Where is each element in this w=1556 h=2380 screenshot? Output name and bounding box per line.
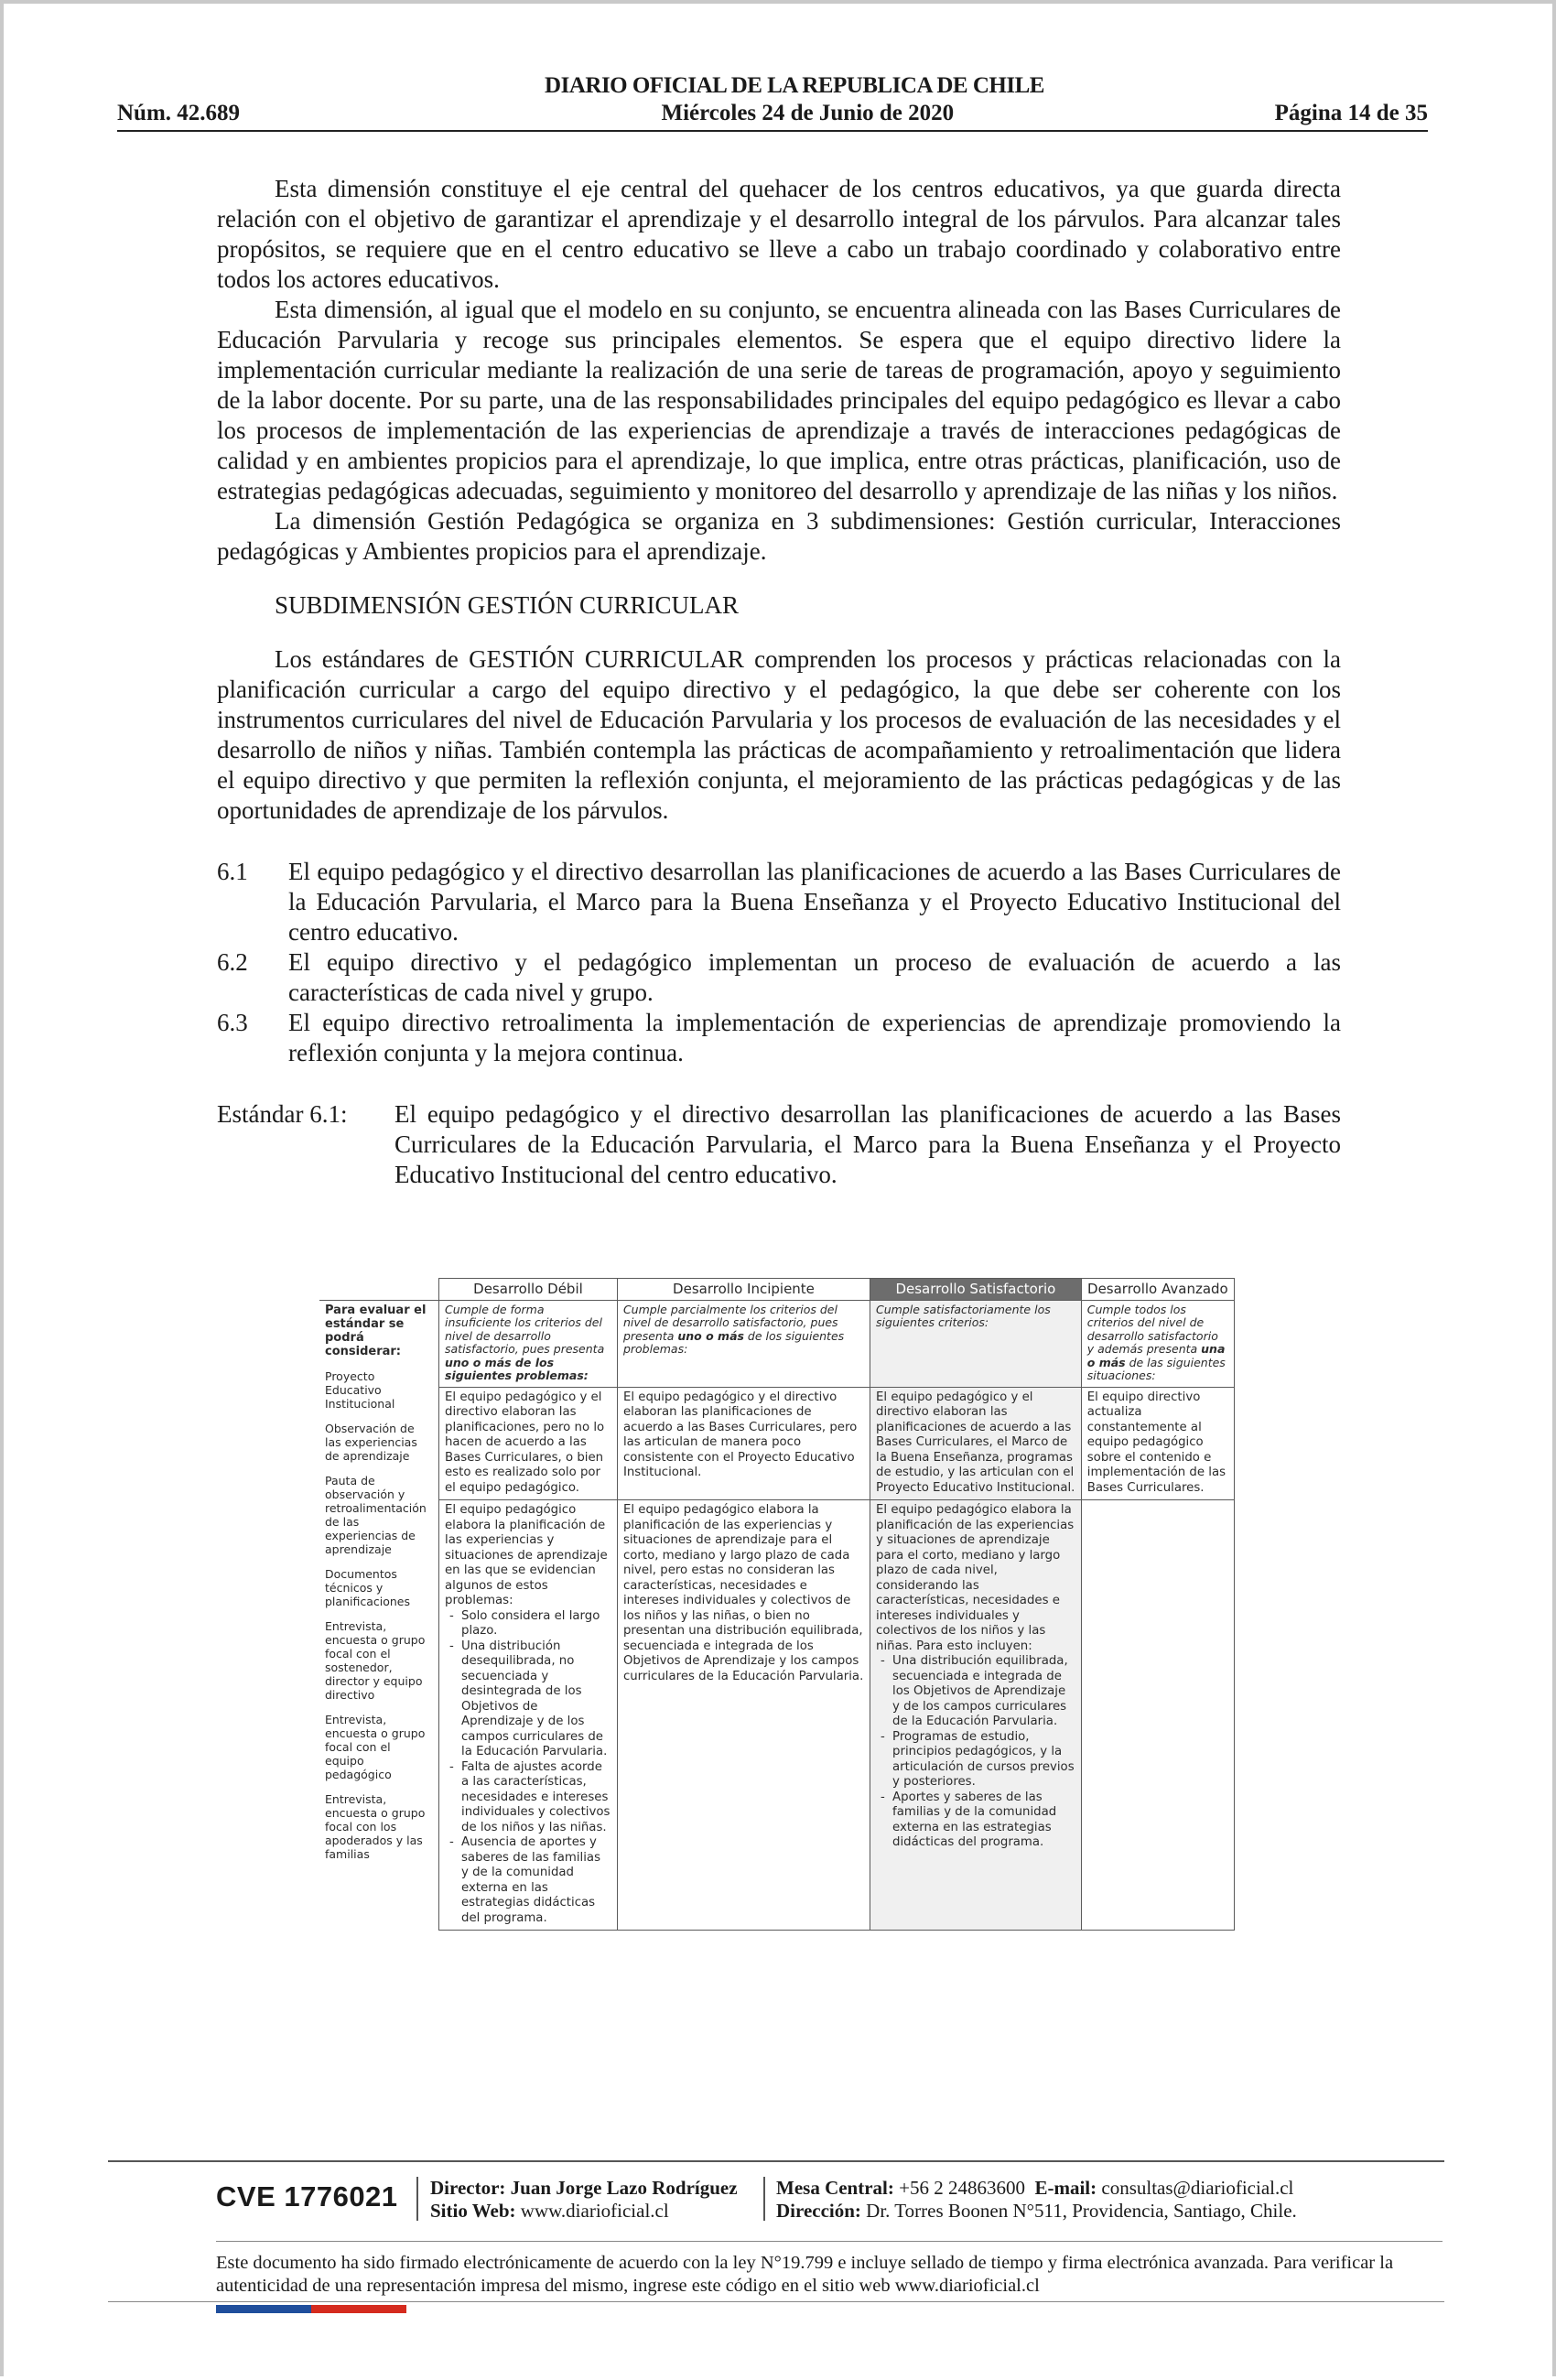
list-number: 6.3: [217, 1009, 248, 1036]
list-item: - Falta de ajustes acorde a las características, necesidades e intereses individuales y colectivos de los niños y las niñas.: [461, 1760, 611, 1836]
list-item: - Aportes y saberes de las familias y de la comunidad externa en las estrategias didácticas del programa.: [892, 1790, 1075, 1851]
criteria-cell: Cumple satisfactoriamente los siguientes criterios:: [870, 1300, 1082, 1387]
criteria-emphasis: una o más: [1086, 1342, 1226, 1369]
table-cell: El equipo pedagógico y el directivo elaboran las planificaciones, pero no lo hacen de acuerdo a las Bases Curriculares, o bien esto es realizado solo por el equipo pedagógico.: [439, 1387, 618, 1500]
newspaper-name: DIARIO OFICIAL DE LA REPUBLICA DE CHILE: [545, 73, 1044, 98]
table-cell: El equipo pedagógico y el directivo elaboran las planificaciones de acuerdo a las Bases Curriculares, el Marco de la Buena Enseñanza, programas de estudio, y las articulan con el Proyecto Educativo Institucional.: [870, 1387, 1082, 1500]
phone-label: Mesa Central:: [776, 2177, 894, 2199]
table-cell: El equipo directivo actualiza constantemente al equipo pedagógico sobre el contenido e implementación de las Bases Curriculares.: [1081, 1387, 1234, 1500]
list-item: - Una distribución desequilibrada, no secuenciada y desintegrada de los Objetivos de Aprendizaje y de los campos curriculares de la Educación Parvularia.: [461, 1639, 611, 1760]
criteria-text: de las siguientes situaciones:: [1086, 1355, 1226, 1382]
column-header: Desarrollo Avanzado: [1081, 1279, 1234, 1301]
footer-rule: [216, 2241, 1443, 2242]
email-label: E-mail:: [1034, 2177, 1097, 2199]
list-item: [217, 1008, 1341, 1068]
table-row: [319, 1500, 1235, 1931]
criteria-cell: [617, 1300, 870, 1387]
evidence-heading: Para evaluar el estándar se podrá considerar:: [325, 1303, 427, 1358]
header-rule: [117, 130, 1428, 132]
footer-divider: [416, 2177, 418, 2221]
standard-text: El equipo pedagógico y el directivo desarrollan las planificaciones de acuerdo a las Bases Curriculares de la Educación Parvularia, el Marco para la Buena Enseñanza y el Proyecto Educativo Institucional del centro educativo.: [394, 1100, 1341, 1188]
paragraph: Esta dimensión constituye el eje central del quehacer de los centros educativos, ya que guarda directa relación con el objetivo de garantizar el aprendizaje y el desarrollo integral de los párvulos. Para alcanzar tales propósitos, se requiere que en el centro educativo se lleve a cabo un trabajo coordinado y colaborativo entre todos los actores educativos.: [217, 175, 1341, 293]
criteria-text: Cumple todos los criterios del nivel de desarrollo satisfactorio y además presenta: [1086, 1302, 1218, 1356]
list-item: - Una distribución equilibrada, secuenciada e integrada de los Objetivos de Aprendizaje y de los campos curriculares de la Educación Parvularia.: [892, 1654, 1075, 1730]
website-link[interactable]: www.diarioficial.cl: [520, 2200, 669, 2222]
issue-date: Miércoles 24 de Junio de 2020: [661, 101, 955, 125]
criteria-cell: [439, 1300, 618, 1387]
criteria-text: de los siguientes problemas:: [622, 1328, 845, 1356]
director-name: Director: Juan Jorge Lazo Rodríguez: [430, 2177, 738, 2199]
criteria-emphasis: uno o más de los siguientes problemas:: [445, 1355, 589, 1382]
evidence-item: Entrevista, encuesta o grupo focal con el sostenedor, director y equipo directivo: [325, 1618, 426, 1702]
criteria-emphasis: uno o más: [677, 1328, 744, 1343]
standard-definition: [217, 1099, 1341, 1190]
table-cell: [439, 1500, 618, 1931]
cell-intro: El equipo pedagógico elabora la planificación de las experiencias y situaciones de aprendizaje en las que se evidencian algunos de estos problemas:: [445, 1503, 608, 1607]
flag-stripe: [216, 2305, 406, 2313]
list-item: - Solo considera el largo plazo.: [461, 1609, 611, 1639]
subdimension-heading: SUBDIMENSIÓN GESTIÓN CURRICULAR: [275, 591, 740, 619]
cve-code: CVE 1776021: [216, 2180, 398, 2212]
page-number: Página 14 de 35: [1274, 101, 1428, 125]
table-row: [319, 1387, 1235, 1500]
criteria-text: Cumple parcialmente los criterios del nivel de desarrollo satisfactorio, pues presenta: [622, 1302, 838, 1343]
standards-list: [217, 857, 1341, 1068]
table-cell: El equipo pedagógico y el directivo elaboran las planificaciones de acuerdo a las Bases Curriculares, pero las articulan de manera poco consistente con el Proyecto Educativo Institucional.: [617, 1387, 870, 1500]
criteria-cell: [1081, 1300, 1234, 1387]
flag-red-segment: [311, 2305, 406, 2313]
evidence-column: [319, 1300, 439, 1931]
column-header: Desarrollo Débil: [439, 1279, 618, 1301]
list-item: - Programas de estudio, principios pedagógicos, y la articulación de cursos previos y posteriores.: [892, 1730, 1075, 1790]
evidence-item: Pauta de observación y retroalimentación de las experiencias de aprendizaje: [325, 1473, 427, 1556]
footer-rule: [108, 2160, 1444, 2162]
table-header-row: [319, 1279, 1235, 1301]
list-number: 6.2: [217, 948, 248, 976]
table-row: [319, 1300, 1235, 1387]
director-block: [430, 2177, 738, 2223]
rubric-table: [319, 1278, 1235, 1931]
evidence-item: Proyecto Educativo Institucional: [325, 1368, 395, 1411]
list-text: El equipo directivo y el pedagógico implementan un proceso de evaluación de acuerdo a las características de cada nivel y grupo.: [288, 948, 1341, 1006]
header-row: [117, 101, 1428, 126]
column-header: Desarrollo Incipiente: [617, 1279, 870, 1301]
list-text: El equipo pedagógico y el directivo desarrollan las planificaciones de acuerdo a las Bases Curriculares de la Educación Parvularia, el Marco para la Buena Enseñanza y el Proyecto Educativo Institucional del centro educativo.: [288, 858, 1341, 946]
footer-rule: [108, 2301, 1444, 2302]
column-header: Desarrollo Satisfactorio: [870, 1279, 1082, 1301]
paragraph: Los estándares de GESTIÓN CURRICULAR comprenden los procesos y prácticas relacionadas con la planificación curricular a cargo del equipo directivo y el pedagógico, la que debe ser coherente con los instrumentos curriculares del nivel de Educación Parvularia y los procesos de evaluación de las necesidades y el desarrollo de niños y niñas. También contempla las prácticas de acompañamiento y retroalimentación que lidera el equipo directivo y que permiten la reflexión conjunta, el mejoramiento de las prácticas pedagógicas y de las oportunidades de aprendizaje de los párvulos.: [217, 645, 1341, 824]
legal-notice: Este documento ha sido firmado electrónicamente de acuerdo con la ley N°19.799 e incluye sellado de tiempo y firma electrónica avanzada. Para verificar la autenticidad de una representación impresa del mismo, ingrese este código en el sitio web www.diarioficial.cl: [216, 2253, 1394, 2296]
evidence-item: Entrevista, encuesta o grupo focal con el equipo pedagógico: [325, 1712, 426, 1781]
inclusion-list: [876, 1654, 1075, 1851]
evidence-item: Documentos técnicos y planificaciones: [325, 1566, 410, 1608]
phone-number: +56 2 24863600: [899, 2177, 1025, 2199]
address-text: Dr. Torres Boonen N°511, Providencia, Santiago, Chile.: [866, 2200, 1297, 2222]
list-item: - Ausencia de aportes y saberes de las familias y de la comunidad externa en las estrategias didácticas del programa.: [461, 1835, 611, 1926]
evidence-item: Entrevista, encuesta o grupo focal con los apoderados y las familias: [325, 1791, 426, 1861]
standard-label: Estándar 6.1:: [217, 1100, 348, 1128]
website-label: Sitio Web:: [430, 2200, 516, 2222]
problem-list: [445, 1609, 611, 1927]
table-cell: El equipo pedagógico elabora la planificación de las experiencias y situaciones de aprendizaje para el corto, mediano y largo plazo de cada nivel, pero estas no consideran las características, necesidades e intereses individuales y colectivos de los niños y las niñas, o bien no presentan una distribución equilibrada, secuenciada e integrada de los Objetivos de Aprendizaje y los campos curriculares de la Educación Parvularia.: [617, 1500, 870, 1931]
criteria-text: Cumple de forma insuficiente los criterios del nivel de desarrollo satisfactorio, pues presenta: [445, 1302, 605, 1356]
paragraph: La dimensión Gestión Pedagógica se organiza en 3 subdimensiones: Gestión curricular, Interacciones pedagógicas y Ambientes propicios para el aprendizaje.: [217, 507, 1341, 565]
issue-number: Núm. 42.689: [117, 101, 241, 125]
article-body: [217, 174, 1341, 1190]
email-link[interactable]: consultas@diarioficial.cl: [1101, 2177, 1294, 2199]
list-item: [217, 857, 1341, 947]
list-number: 6.1: [217, 858, 248, 885]
page-header: [117, 73, 1428, 132]
paragraph: Esta dimensión, al igual que el modelo en su conjunto, se encuentra alineada con las Bases Curriculares de Educación Parvularia y recoge sus principales elementos. Se espera que el equipo directivo lidere la implementación curricular mediante la realización de una serie de tareas de programación, apoyo y seguimiento de la labor docente. Por su parte, una de las responsabilidades principales del equipo pedagógico es llevar a cabo los procesos de implementación de las experiencias de aprendizaje a través de interacciones pedagógicas de calidad y en ambientes propicios para el aprendizaje, lo que implica, entre otras prácticas, planificación, uso de estrategias pedagógicas adecuadas, seguimiento y monitoreo del desarrollo y aprendizaje de las niñas y los niños.: [217, 296, 1341, 504]
table-cell: [870, 1500, 1082, 1931]
address-label: Dirección:: [776, 2200, 861, 2222]
cell-intro: El equipo pedagógico elabora la planificación de las experiencias y situaciones de aprendizaje para el corto, mediano y largo plazo de cada nivel, considerando las características, necesidades e intereses individuales y colectivos de los niños y las niñas. Para esto incluyen:: [876, 1503, 1075, 1653]
evidence-item: Observación de las experiencias de aprendizaje: [325, 1421, 417, 1463]
blank-corner: [319, 1279, 439, 1301]
list-item: [217, 947, 1341, 1008]
rubric-table-container: [319, 1278, 1235, 1931]
list-text: El equipo directivo retroalimenta la implementación de experiencias de aprendizaje promoviendo la reflexión conjunta y la mejora continua.: [288, 1009, 1341, 1066]
flag-blue-segment: [216, 2305, 311, 2313]
footer-divider: [763, 2177, 765, 2221]
table-cell-empty: [1081, 1500, 1234, 1931]
contact-block: [776, 2177, 1297, 2223]
